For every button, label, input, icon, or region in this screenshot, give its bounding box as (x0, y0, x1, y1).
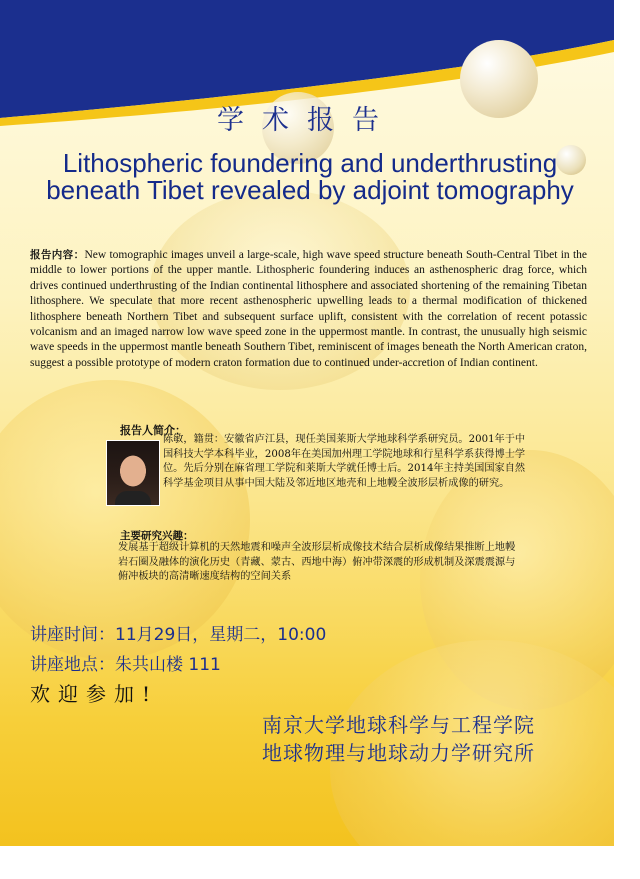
research-text: 发展基于超级计算机的天然地震和噪声全波形层析成像技术结合层析成像结果推断上地幔岩石圈及融体的演化历史（青藏、蒙古、西地中海）俯冲带深震的形成机制及深震震源与俯冲板块的高清晰速度结构的空间关系 (118, 542, 516, 583)
lecture-title-line1: Lithospheric foundering and underthrusting (62, 148, 558, 178)
bio-text: 陈敏，籍贯：安徽省庐江县，现任美国莱斯大学地球科学系研究员。2001年于中国科技大学本科毕业，2008年在美国加州理工学院地球和行星科学系获得博士学位。先后分别在麻省理工学院和莱斯大学就任博士后。2014年主持美国国家自然科学基金项目从事中国大陆及邻近地区地壳和上地幔全波形层析成像的研究。 (163, 434, 526, 490)
lecture-place (30, 650, 221, 675)
abstract-text: New tomographic images unveil a large-scale, high wave speed structure beneath South-Central Tibet in the middle to lower portions of the upper mantle. Lithospheric foundering induces an asthenospheric drag force, which drives continued underthrusting of the Indian continental lithosphere and associated shortening of the remaining Tibetan lithosphere. We speculate that more recent asthenospheric upwelling leads to a thermal modification of thickened lithosphere beneath Northern Tibet and subsequent surface uplift, consistent with the correlation of recent potassic volcanism and an imaged narrow low wave speed zone in the uppermost mantle. In contrast, the unusually high seismic wave speeds in the uppermost mantle beneath Southern Tibet, reminiscent of images beneath the North American craton, suggest a possible prototype of modern craton formation due to continued under-accretion of Indian continent. (30, 249, 587, 369)
place-label: 讲座地点： (30, 655, 115, 675)
bio-label: 报告人简介： (120, 424, 186, 437)
research-label: 主要研究兴趣： (120, 530, 194, 542)
speaker-photo (106, 440, 160, 506)
place-value: 朱共山楼 111 (115, 655, 221, 675)
lecture-time (30, 620, 326, 645)
time-label: 讲座时间： (30, 625, 115, 645)
organizer-line2: 地球物理与地球动力学研究所 (262, 741, 535, 765)
abstract-label: 报告内容： (30, 249, 85, 261)
lecture-title (20, 150, 600, 204)
time-value: 11月29日，星期二，10:00 (115, 625, 327, 645)
abstract-paragraph (30, 248, 587, 371)
organizer-line1: 南京大学地球科学与工程学院 (262, 713, 535, 737)
lecture-title-line2: beneath Tibet revealed by adjoint tomography (46, 175, 574, 205)
speaker-photo-shirt (115, 491, 151, 506)
poster-heading: 学术报告 (217, 105, 397, 136)
welcome-text: 欢迎参加! (30, 682, 159, 706)
